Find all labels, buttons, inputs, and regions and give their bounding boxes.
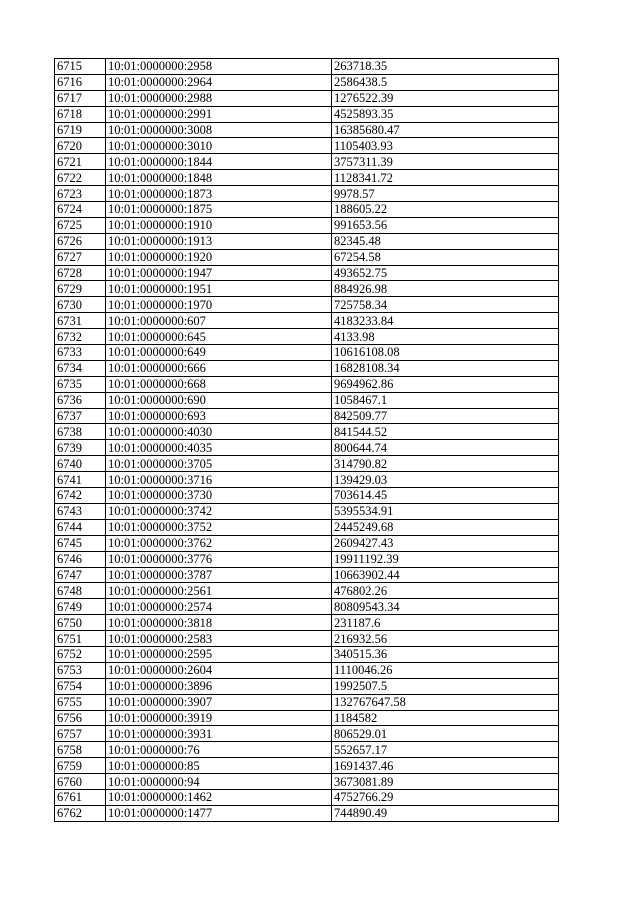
row-number-cell: 6751	[55, 631, 106, 647]
row-number-cell: 6735	[55, 376, 106, 392]
value-cell: 1058467.1	[332, 392, 559, 408]
cadastral-number-cell: 10:01:0000000:666	[106, 360, 332, 376]
row-number-cell: 6756	[55, 710, 106, 726]
cadastral-number-cell: 10:01:0000000:3010	[106, 138, 332, 154]
row-number-cell: 6740	[55, 456, 106, 472]
cadastral-number-cell: 10:01:0000000:1951	[106, 281, 332, 297]
table-row	[55, 774, 559, 790]
value-cell: 82345.48	[332, 233, 559, 249]
table-row	[55, 233, 559, 249]
table-row	[55, 662, 559, 678]
cadastral-number-cell: 10:01:0000000:645	[106, 329, 332, 345]
table-row	[55, 376, 559, 392]
row-number-cell: 6734	[55, 360, 106, 376]
value-cell: 132767647.58	[332, 694, 559, 710]
cadastral-number-cell: 10:01:0000000:3716	[106, 472, 332, 488]
cadastral-number-cell: 10:01:0000000:3919	[106, 710, 332, 726]
row-number-cell: 6750	[55, 615, 106, 631]
cadastral-number-cell: 10:01:0000000:3787	[106, 567, 332, 583]
table-body	[55, 59, 559, 822]
value-cell: 16385680.47	[332, 122, 559, 138]
cadastral-number-cell: 10:01:0000000:3752	[106, 519, 332, 535]
value-cell: 10616108.08	[332, 345, 559, 361]
row-number-cell: 6727	[55, 249, 106, 265]
table-row	[55, 440, 559, 456]
cadastral-number-cell: 10:01:0000000:85	[106, 758, 332, 774]
value-cell: 216932.56	[332, 631, 559, 647]
row-number-cell: 6737	[55, 408, 106, 424]
row-number-cell: 6732	[55, 329, 106, 345]
table-row	[55, 488, 559, 504]
cadastral-number-cell: 10:01:0000000:3907	[106, 694, 332, 710]
table-row	[55, 408, 559, 424]
row-number-cell: 6733	[55, 345, 106, 361]
cadastral-number-cell: 10:01:0000000:1910	[106, 217, 332, 233]
row-number-cell: 6723	[55, 186, 106, 202]
cadastral-number-cell: 10:01:0000000:1913	[106, 233, 332, 249]
row-number-cell: 6744	[55, 519, 106, 535]
row-number-cell: 6721	[55, 154, 106, 170]
cadastral-number-cell: 10:01:0000000:1920	[106, 249, 332, 265]
table-row	[55, 615, 559, 631]
cadastral-number-cell: 10:01:0000000:3896	[106, 678, 332, 694]
row-number-cell: 6762	[55, 805, 106, 821]
table-row	[55, 726, 559, 742]
row-number-cell: 6720	[55, 138, 106, 154]
row-number-cell: 6718	[55, 106, 106, 122]
cadastral-number-cell: 10:01:0000000:3742	[106, 503, 332, 519]
data-table	[54, 58, 559, 822]
value-cell: 19911192.39	[332, 551, 559, 567]
table-row	[55, 424, 559, 440]
cadastral-number-cell: 10:01:0000000:3705	[106, 456, 332, 472]
value-cell: 10663902.44	[332, 567, 559, 583]
value-cell: 340515.36	[332, 646, 559, 662]
row-number-cell: 6746	[55, 551, 106, 567]
cadastral-number-cell: 10:01:0000000:2574	[106, 599, 332, 615]
cadastral-number-cell: 10:01:0000000:2988	[106, 90, 332, 106]
table-row	[55, 186, 559, 202]
cadastral-number-cell: 10:01:0000000:2964	[106, 74, 332, 90]
table-row	[55, 138, 559, 154]
table-row	[55, 313, 559, 329]
value-cell: 2445249.68	[332, 519, 559, 535]
row-number-cell: 6741	[55, 472, 106, 488]
row-number-cell: 6748	[55, 583, 106, 599]
table-row	[55, 646, 559, 662]
table-row	[55, 742, 559, 758]
value-cell: 314790.82	[332, 456, 559, 472]
row-number-cell: 6730	[55, 297, 106, 313]
value-cell: 841544.52	[332, 424, 559, 440]
value-cell: 3673081.89	[332, 774, 559, 790]
table-row	[55, 551, 559, 567]
table-row	[55, 583, 559, 599]
table-row	[55, 472, 559, 488]
row-number-cell: 6754	[55, 678, 106, 694]
row-number-cell: 6745	[55, 535, 106, 551]
cadastral-number-cell: 10:01:0000000:3730	[106, 488, 332, 504]
cadastral-number-cell: 10:01:0000000:4035	[106, 440, 332, 456]
table-row	[55, 535, 559, 551]
value-cell: 3757311.39	[332, 154, 559, 170]
table-row	[55, 503, 559, 519]
row-number-cell: 6726	[55, 233, 106, 249]
table-row	[55, 297, 559, 313]
row-number-cell: 6755	[55, 694, 106, 710]
cadastral-number-cell: 10:01:0000000:3762	[106, 535, 332, 551]
value-cell: 1992507.5	[332, 678, 559, 694]
row-number-cell: 6724	[55, 202, 106, 218]
value-cell: 4752766.29	[332, 789, 559, 805]
row-number-cell: 6728	[55, 265, 106, 281]
cadastral-number-cell: 10:01:0000000:668	[106, 376, 332, 392]
value-cell: 2609427.43	[332, 535, 559, 551]
row-number-cell: 6719	[55, 122, 106, 138]
table-row	[55, 519, 559, 535]
table-row	[55, 345, 559, 361]
table-row	[55, 122, 559, 138]
table-row	[55, 59, 559, 75]
value-cell: 800644.74	[332, 440, 559, 456]
value-cell: 9694962.86	[332, 376, 559, 392]
value-cell: 2586438.5	[332, 74, 559, 90]
value-cell: 231187.6	[332, 615, 559, 631]
value-cell: 4133.98	[332, 329, 559, 345]
cadastral-number-cell: 10:01:0000000:2561	[106, 583, 332, 599]
cadastral-number-cell: 10:01:0000000:1477	[106, 805, 332, 821]
cadastral-number-cell: 10:01:0000000:607	[106, 313, 332, 329]
value-cell: 725758.34	[332, 297, 559, 313]
value-cell: 16828108.34	[332, 360, 559, 376]
table-row	[55, 106, 559, 122]
value-cell: 1184582	[332, 710, 559, 726]
row-number-cell: 6738	[55, 424, 106, 440]
cadastral-number-cell: 10:01:0000000:1875	[106, 202, 332, 218]
value-cell: 67254.58	[332, 249, 559, 265]
row-number-cell: 6757	[55, 726, 106, 742]
cadastral-number-cell: 10:01:0000000:1970	[106, 297, 332, 313]
table-row	[55, 202, 559, 218]
table-row	[55, 678, 559, 694]
value-cell: 842509.77	[332, 408, 559, 424]
row-number-cell: 6761	[55, 789, 106, 805]
cadastral-number-cell: 10:01:0000000:2583	[106, 631, 332, 647]
row-number-cell: 6715	[55, 59, 106, 75]
table-row	[55, 170, 559, 186]
table-row	[55, 74, 559, 90]
table-row	[55, 789, 559, 805]
value-cell: 188605.22	[332, 202, 559, 218]
row-number-cell: 6731	[55, 313, 106, 329]
value-cell: 9978.57	[332, 186, 559, 202]
value-cell: 806529.01	[332, 726, 559, 742]
value-cell: 552657.17	[332, 742, 559, 758]
value-cell: 884926.98	[332, 281, 559, 297]
row-number-cell: 6739	[55, 440, 106, 456]
cadastral-number-cell: 10:01:0000000:3931	[106, 726, 332, 742]
cadastral-number-cell: 10:01:0000000:76	[106, 742, 332, 758]
table-row	[55, 567, 559, 583]
table-row	[55, 329, 559, 345]
table-row	[55, 758, 559, 774]
cadastral-number-cell: 10:01:0000000:4030	[106, 424, 332, 440]
table-row	[55, 249, 559, 265]
cadastral-number-cell: 10:01:0000000:1947	[106, 265, 332, 281]
table-row	[55, 281, 559, 297]
value-cell: 139429.03	[332, 472, 559, 488]
table-row	[55, 154, 559, 170]
row-number-cell: 6759	[55, 758, 106, 774]
value-cell: 476802.26	[332, 583, 559, 599]
row-number-cell: 6717	[55, 90, 106, 106]
cadastral-number-cell: 10:01:0000000:2958	[106, 59, 332, 75]
cadastral-number-cell: 10:01:0000000:3008	[106, 122, 332, 138]
value-cell: 80809543.34	[332, 599, 559, 615]
cadastral-number-cell: 10:01:0000000:649	[106, 345, 332, 361]
value-cell: 4525893.35	[332, 106, 559, 122]
row-number-cell: 6725	[55, 217, 106, 233]
value-cell: 4183233.84	[332, 313, 559, 329]
table-row	[55, 805, 559, 821]
row-number-cell: 6716	[55, 74, 106, 90]
row-number-cell: 6758	[55, 742, 106, 758]
table-row	[55, 265, 559, 281]
table-row	[55, 392, 559, 408]
cadastral-number-cell: 10:01:0000000:3776	[106, 551, 332, 567]
row-number-cell: 6722	[55, 170, 106, 186]
value-cell: 263718.35	[332, 59, 559, 75]
table-row	[55, 599, 559, 615]
row-number-cell: 6742	[55, 488, 106, 504]
row-number-cell: 6747	[55, 567, 106, 583]
cadastral-number-cell: 10:01:0000000:1848	[106, 170, 332, 186]
table-row	[55, 631, 559, 647]
row-number-cell: 6752	[55, 646, 106, 662]
table-row	[55, 456, 559, 472]
row-number-cell: 6760	[55, 774, 106, 790]
cadastral-number-cell: 10:01:0000000:1873	[106, 186, 332, 202]
table-row	[55, 710, 559, 726]
row-number-cell: 6736	[55, 392, 106, 408]
table-row	[55, 90, 559, 106]
cadastral-number-cell: 10:01:0000000:2991	[106, 106, 332, 122]
value-cell: 1276522.39	[332, 90, 559, 106]
cadastral-number-cell: 10:01:0000000:1462	[106, 789, 332, 805]
row-number-cell: 6729	[55, 281, 106, 297]
cadastral-number-cell: 10:01:0000000:1844	[106, 154, 332, 170]
value-cell: 5395534.91	[332, 503, 559, 519]
table-row	[55, 217, 559, 233]
value-cell: 1105403.93	[332, 138, 559, 154]
cadastral-number-cell: 10:01:0000000:2604	[106, 662, 332, 678]
value-cell: 493652.75	[332, 265, 559, 281]
row-number-cell: 6753	[55, 662, 106, 678]
value-cell: 1128341.72	[332, 170, 559, 186]
cadastral-number-cell: 10:01:0000000:94	[106, 774, 332, 790]
cadastral-number-cell: 10:01:0000000:2595	[106, 646, 332, 662]
value-cell: 991653.56	[332, 217, 559, 233]
row-number-cell: 6749	[55, 599, 106, 615]
cadastral-number-cell: 10:01:0000000:3818	[106, 615, 332, 631]
value-cell: 703614.45	[332, 488, 559, 504]
value-cell: 744890.49	[332, 805, 559, 821]
row-number-cell: 6743	[55, 503, 106, 519]
cadastral-number-cell: 10:01:0000000:690	[106, 392, 332, 408]
cadastral-number-cell: 10:01:0000000:693	[106, 408, 332, 424]
table-row	[55, 360, 559, 376]
table-row	[55, 694, 559, 710]
value-cell: 1110046.26	[332, 662, 559, 678]
value-cell: 1691437.46	[332, 758, 559, 774]
